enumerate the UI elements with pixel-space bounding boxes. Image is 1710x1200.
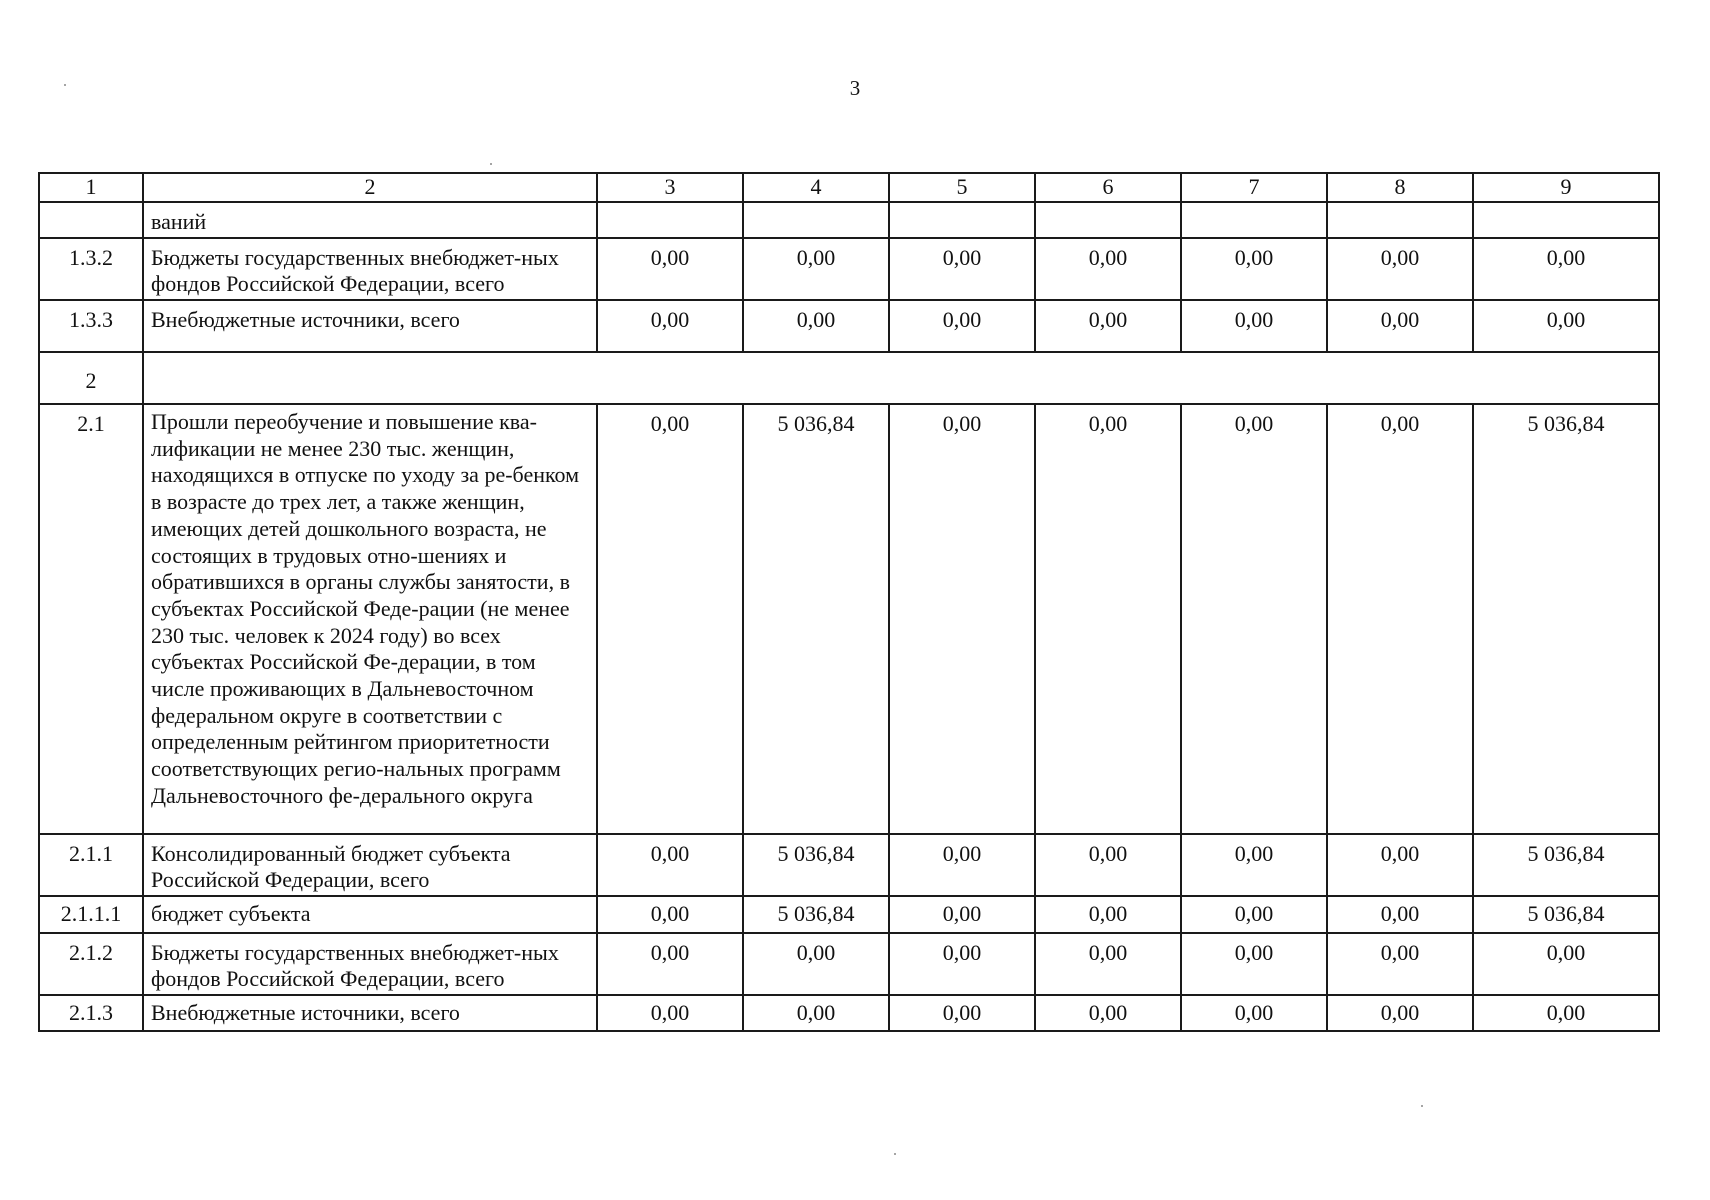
row-description: Бюджеты государственных внебюджет-ных фондов Российской Федерации, всего — [143, 933, 597, 995]
row-value — [1035, 202, 1181, 238]
row-value — [1181, 202, 1327, 238]
column-number: 5 — [889, 173, 1035, 202]
row-value: 0,00 — [743, 995, 889, 1031]
column-number: 6 — [1035, 173, 1181, 202]
row-value: 0,00 — [1473, 995, 1659, 1031]
row-value: 0,00 — [889, 834, 1035, 896]
row-code — [39, 202, 143, 238]
row-value: 0,00 — [1327, 896, 1473, 933]
row-value: 0,00 — [889, 995, 1035, 1031]
row-value: 0,00 — [597, 404, 743, 834]
row-code: 2.1 — [39, 404, 143, 834]
table-body — [39, 173, 1659, 1031]
row-value — [597, 202, 743, 238]
row-value — [1473, 202, 1659, 238]
row-code: 2.1.1.1 — [39, 896, 143, 933]
column-number: 3 — [597, 173, 743, 202]
row-value: 0,00 — [1327, 404, 1473, 834]
row-value: 0,00 — [1035, 834, 1181, 896]
row-value: 0,00 — [1181, 834, 1327, 896]
column-number: 7 — [1181, 173, 1327, 202]
column-number-row — [39, 173, 1659, 202]
column-number: 2 — [143, 173, 597, 202]
section-code: 2 — [39, 352, 143, 404]
row-value: 0,00 — [1035, 933, 1181, 995]
row-value: 0,00 — [1181, 933, 1327, 995]
row-value: 0,00 — [1473, 238, 1659, 300]
row-value: 0,00 — [1035, 896, 1181, 933]
row-value: 0,00 — [1181, 404, 1327, 834]
row-value: 0,00 — [1327, 238, 1473, 300]
row-description: Консолидированный бюджет субъекта Российской Федерации, всего — [143, 834, 597, 896]
table-row — [39, 300, 1659, 352]
scan-speck — [894, 1153, 896, 1155]
row-value: 0,00 — [1035, 404, 1181, 834]
row-value: 5 036,84 — [1473, 404, 1659, 834]
row-value: 0,00 — [889, 238, 1035, 300]
row-value: 0,00 — [1035, 995, 1181, 1031]
column-number: 8 — [1327, 173, 1473, 202]
row-value: 0,00 — [743, 238, 889, 300]
table-row — [39, 404, 1659, 834]
row-description: Прошли переобучение и повышение ква-лификации не менее 230 тыс. женщин, находящихся в отпуске по уходу за ре-бенком в возрасте до трех лет, а также женщин, имеющих детей дошкольного возраста, не состоящих в трудовых отно-шениях и обратившихся в органы службы занятости, в субъектах Российской Феде-рации (не менее 230 тыс. человек к 2024 году) во всех субъектах Российской Фе-дерации, в том числе проживающих в Дальневосточном федеральном округе в соответствии с определенным рейтингом приоритетности соответствующих регио-нальных программ Дальневосточного фе-дерального округа — [143, 404, 597, 834]
row-description: Внебюджетные источники, всего — [143, 300, 597, 352]
row-value: 0,00 — [1327, 834, 1473, 896]
row-value: 0,00 — [1181, 995, 1327, 1031]
row-value: 0,00 — [889, 896, 1035, 933]
row-value: 0,00 — [1181, 896, 1327, 933]
row-value: 0,00 — [889, 300, 1035, 352]
row-value — [1327, 202, 1473, 238]
row-value: 0,00 — [1473, 933, 1659, 995]
row-value: 0,00 — [1035, 238, 1181, 300]
table-row — [39, 238, 1659, 300]
row-value: 0,00 — [1035, 300, 1181, 352]
scan-speck — [64, 84, 66, 86]
row-code: 2.1.1 — [39, 834, 143, 896]
row-value: 0,00 — [1473, 300, 1659, 352]
row-code: 2.1.3 — [39, 995, 143, 1031]
row-description: Бюджеты государственных внебюджет-ных фондов Российской Федерации, всего — [143, 238, 597, 300]
row-code: 2.1.2 — [39, 933, 143, 995]
row-value — [743, 202, 889, 238]
row-value: 5 036,84 — [1473, 896, 1659, 933]
row-value — [889, 202, 1035, 238]
section-row — [39, 352, 1659, 404]
row-code: 1.3.2 — [39, 238, 143, 300]
row-value: 5 036,84 — [1473, 834, 1659, 896]
row-value: 5 036,84 — [743, 896, 889, 933]
row-value: 0,00 — [597, 933, 743, 995]
row-value: 0,00 — [1327, 300, 1473, 352]
page-number: 3 — [849, 76, 861, 100]
row-value: 0,00 — [1327, 933, 1473, 995]
row-value: 0,00 — [597, 238, 743, 300]
table-row — [39, 834, 1659, 896]
row-value: 0,00 — [1181, 300, 1327, 352]
section-title — [143, 352, 1659, 404]
table-row — [39, 995, 1659, 1031]
table-row — [39, 202, 1659, 238]
row-description: бюджет субъекта — [143, 896, 597, 933]
column-number: 9 — [1473, 173, 1659, 202]
table-row — [39, 933, 1659, 995]
row-description: ваний — [143, 202, 597, 238]
budget-table — [38, 172, 1660, 1032]
row-value: 5 036,84 — [743, 834, 889, 896]
column-number: 4 — [743, 173, 889, 202]
scan-speck — [490, 163, 492, 165]
table-row — [39, 896, 1659, 933]
row-value: 5 036,84 — [743, 404, 889, 834]
row-value: 0,00 — [889, 933, 1035, 995]
row-description: Внебюджетные источники, всего — [143, 995, 597, 1031]
scan-speck — [1421, 1105, 1423, 1107]
row-value: 0,00 — [889, 404, 1035, 834]
row-value: 0,00 — [597, 834, 743, 896]
row-value: 0,00 — [597, 995, 743, 1031]
row-value: 0,00 — [597, 896, 743, 933]
row-code: 1.3.3 — [39, 300, 143, 352]
row-value: 0,00 — [597, 300, 743, 352]
column-number: 1 — [39, 173, 143, 202]
row-value: 0,00 — [1327, 995, 1473, 1031]
row-value: 0,00 — [743, 933, 889, 995]
row-value: 0,00 — [743, 300, 889, 352]
row-value: 0,00 — [1181, 238, 1327, 300]
